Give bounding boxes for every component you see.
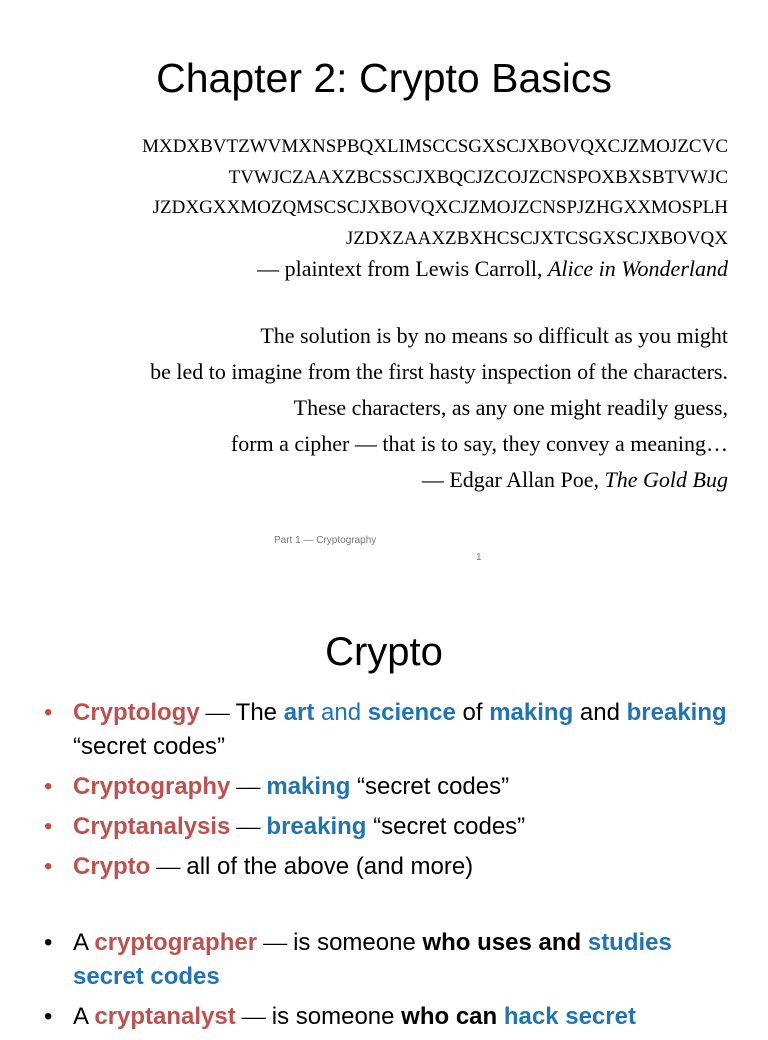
quote-line: The solution is by no means so difficult as you might — [260, 323, 728, 348]
bullet-text-segment: Cryptography — [73, 773, 231, 800]
bullet-text-segment: of — [455, 699, 490, 726]
bullet-text-segment: who can — [401, 1003, 504, 1030]
attribution-prefix: — plaintext from Lewis Carroll, — [257, 256, 548, 281]
bullet-dot: • — [44, 773, 53, 800]
bullet-text-segment: Cryptology — [73, 699, 200, 726]
bullet-text-segment: “secret codes” — [73, 733, 226, 760]
bullet-text-segment: The — [235, 699, 284, 726]
bullet-dot: • — [44, 1003, 53, 1030]
slide-title: Crypto — [325, 630, 443, 674]
bullet-text-segment: studies secret codes — [73, 929, 672, 990]
bullet-text-segment: — — [230, 814, 267, 840]
bullet-spacer — [0, 890, 768, 926]
bullet-text-segment: Cryptanalysis — [73, 813, 231, 840]
bullet-text-segment: making — [266, 773, 351, 800]
ciphertext-line: JZDXZAAXZBXHCSCJXTCSGXSCJXBOVQX — [345, 227, 728, 249]
bullet-item — [0, 850, 768, 884]
bullet-text-segment: — — [230, 774, 267, 800]
bullet-text-segment: — — [257, 930, 294, 956]
bullet-text-segment: and — [573, 699, 627, 726]
quote-attribution-prefix: — Edgar Allan Poe, — [421, 467, 605, 492]
bullet-text-segment: “secret codes” — [366, 813, 526, 840]
quote-attribution-work: The Gold Bug — [604, 467, 728, 492]
bullet-text-segment: breaking — [266, 813, 367, 840]
bullet-list — [0, 696, 768, 1040]
bullet-dot: • — [44, 929, 53, 956]
ciphertext-line: JZDXGXXMOZQMSCSCJXBOVQXCJZMOJZCNSPJZHGXXMOSPLH — [152, 197, 728, 218]
bullet-text-segment: making — [489, 699, 574, 726]
slide-title: Chapter 2: Crypto Basics — [156, 55, 612, 101]
bullet-text-segment: cryptanalyst — [94, 1003, 236, 1030]
bullet-text-segment: A — [73, 929, 95, 956]
bullet-text-segment: is someone — [271, 1003, 402, 1030]
page-number: 1 — [476, 552, 482, 563]
bullet-item — [0, 810, 768, 844]
quote-block — [150, 318, 728, 498]
quote-line: be led to imagine from the first hasty inspection of the characters. — [150, 359, 728, 384]
bullet-text-segment: and — [314, 699, 368, 726]
bullet-dot: • — [44, 699, 53, 726]
bullet-dot: • — [44, 853, 53, 880]
bullet-text-segment: — — [150, 854, 187, 880]
bullet-text-segment: science — [367, 699, 456, 726]
plaintext-attribution — [257, 254, 728, 284]
bullet-text-segment: breaking — [626, 699, 727, 726]
ciphertext-line: TVWJCZAAXZBCSSCJXBQCJZCOJZCNSPOXBXSBTVWJC — [228, 166, 728, 188]
slide-footer: Part 1 — Cryptography — [274, 535, 377, 546]
slide-2 — [0, 580, 768, 1030]
bullet-item — [0, 1000, 768, 1034]
bullet-text-segment: is someone — [293, 929, 423, 956]
quote-line: form a cipher — that is to say, they convey a meaning… — [230, 431, 728, 456]
bullet-item — [0, 770, 768, 804]
bullet-text-segment: Crypto — [73, 853, 151, 880]
bullet-text-segment: — — [235, 1004, 272, 1030]
bullet-text-segment: cryptographer — [94, 929, 258, 956]
bullet-text-segment: “secret codes” — [350, 773, 510, 800]
quote-attribution — [150, 462, 728, 498]
bullet-text-segment: art — [283, 699, 315, 726]
attribution-work-title: Alice in Wonderland — [547, 256, 728, 281]
bullet-item — [0, 926, 768, 994]
bullet-text-segment: who uses and — [422, 929, 588, 956]
ciphertext-block — [142, 132, 728, 254]
quote-line: These characters, as any one might readily guess, — [293, 395, 728, 420]
bullet-dot: • — [44, 813, 53, 840]
bullet-text-segment: A — [73, 1003, 95, 1030]
ciphertext-line: MXDXBVTZWVMXNSPBQXLIMSCCSGXSCJXBOVQXCJZMOJZCVC — [142, 136, 728, 157]
bullet-text-segment: — — [199, 700, 236, 726]
bullet-text-segment: hack secret — [503, 1003, 636, 1030]
bullet-item — [0, 696, 768, 764]
bullet-text-segment: all of the above (and more) — [186, 853, 474, 880]
